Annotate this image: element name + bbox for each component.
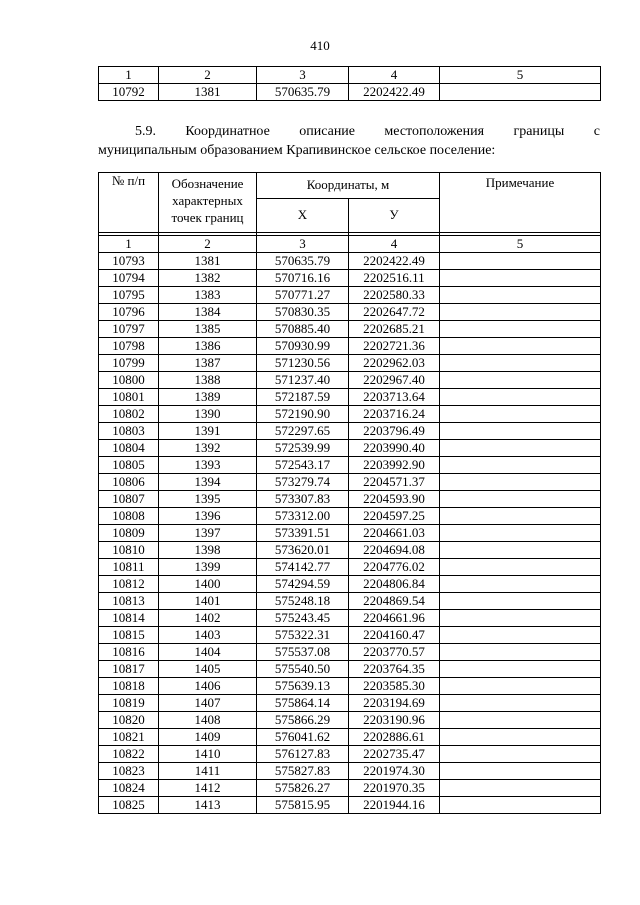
table-row: [99, 712, 601, 729]
point-designation: 1408: [159, 712, 257, 729]
coord-x: 575540.50: [257, 661, 349, 678]
coord-x: 576041.62: [257, 729, 349, 746]
coord-y: 2202422.49: [349, 84, 440, 101]
point-designation: 1389: [159, 389, 257, 406]
table-row: [99, 440, 601, 457]
row-number: 10805: [99, 457, 159, 474]
section-heading-line2: муниципальным образованием Крапивинское сельское поселение:: [98, 143, 496, 158]
table-row: [99, 627, 601, 644]
coord-y: 2202516.11: [349, 270, 440, 287]
coord-y: 2203992.90: [349, 457, 440, 474]
coord-x: 573391.51: [257, 525, 349, 542]
header-coordinates: Координаты, м: [257, 173, 440, 199]
coord-y: 2203770.57: [349, 644, 440, 661]
coord-x: 575815.95: [257, 797, 349, 814]
coord-y: 2202647.72: [349, 304, 440, 321]
coord-y: 2203716.24: [349, 406, 440, 423]
table-row: [99, 253, 601, 270]
column-number: 1: [99, 236, 159, 253]
coord-x: 571237.40: [257, 372, 349, 389]
note-cell: [440, 355, 601, 372]
row-number: 10793: [99, 253, 159, 270]
coord-x: 575864.14: [257, 695, 349, 712]
table-row: [99, 423, 601, 440]
row-number: 10815: [99, 627, 159, 644]
point-designation: 1381: [159, 84, 257, 101]
coord-y: 2204806.84: [349, 576, 440, 593]
header-designation: Обозначение характерных точек границ: [159, 173, 257, 233]
coord-x: 572543.17: [257, 457, 349, 474]
coord-x: 573307.83: [257, 491, 349, 508]
note-cell: [440, 253, 601, 270]
header-x: X: [257, 198, 349, 232]
table-row: [99, 763, 601, 780]
header-note: Примечание: [440, 173, 601, 233]
table-row: [99, 644, 601, 661]
note-cell: [440, 270, 601, 287]
note-cell: [440, 525, 601, 542]
point-designation: 1401: [159, 593, 257, 610]
coord-x: 576127.83: [257, 746, 349, 763]
coord-x: 570830.35: [257, 304, 349, 321]
table-row: [99, 610, 601, 627]
coord-x: 575243.45: [257, 610, 349, 627]
note-cell: [440, 389, 601, 406]
note-cell: [440, 338, 601, 355]
column-number: 2: [159, 236, 257, 253]
coord-y: 2201970.35: [349, 780, 440, 797]
coord-x: 572297.65: [257, 423, 349, 440]
row-number: 10824: [99, 780, 159, 797]
coord-y: 2204597.25: [349, 508, 440, 525]
coord-y: 2201944.16: [349, 797, 440, 814]
table-row: [99, 406, 601, 423]
row-number: 10796: [99, 304, 159, 321]
row-number: 10804: [99, 440, 159, 457]
column-number: 1: [99, 67, 159, 84]
note-cell: [440, 508, 601, 525]
coord-x: 575826.27: [257, 780, 349, 797]
note-cell: [440, 321, 601, 338]
section-number: 5.9.: [135, 124, 156, 139]
coord-y: 2204869.54: [349, 593, 440, 610]
row-number: 10798: [99, 338, 159, 355]
table-body: [99, 233, 601, 814]
table-row: [99, 372, 601, 389]
point-designation: 1395: [159, 491, 257, 508]
point-designation: 1381: [159, 253, 257, 270]
column-number: 4: [349, 67, 440, 84]
coord-y: 2202886.61: [349, 729, 440, 746]
row-number: 10808: [99, 508, 159, 525]
row-number: 10817: [99, 661, 159, 678]
coord-y: 2202735.47: [349, 746, 440, 763]
row-number: 10811: [99, 559, 159, 576]
point-designation: 1402: [159, 610, 257, 627]
coord-y: 2201974.30: [349, 763, 440, 780]
header-row-number: № п/п: [99, 173, 159, 233]
row-number: 10818: [99, 678, 159, 695]
coord-x: 573620.01: [257, 542, 349, 559]
coord-y: 2202721.36: [349, 338, 440, 355]
coord-x: 575639.13: [257, 678, 349, 695]
row-number: 10820: [99, 712, 159, 729]
note-cell: [440, 287, 601, 304]
point-designation: 1398: [159, 542, 257, 559]
table-row: [99, 729, 601, 746]
table-row: [99, 780, 601, 797]
row-number: 10799: [99, 355, 159, 372]
coord-x: 574142.77: [257, 559, 349, 576]
point-designation: 1399: [159, 559, 257, 576]
row-number: 10810: [99, 542, 159, 559]
column-number: 5: [440, 236, 601, 253]
point-designation: 1411: [159, 763, 257, 780]
row-number: 10823: [99, 763, 159, 780]
coord-y: 2203796.49: [349, 423, 440, 440]
note-cell: [440, 593, 601, 610]
note-cell: [440, 559, 601, 576]
top-coordinates-table: [98, 66, 601, 101]
section-word: Координатное: [185, 124, 270, 139]
note-cell: [440, 457, 601, 474]
coord-x: 575248.18: [257, 593, 349, 610]
note-cell: [440, 84, 601, 101]
row-number: 10822: [99, 746, 159, 763]
table-row: [99, 389, 601, 406]
point-designation: 1396: [159, 508, 257, 525]
point-designation: 1397: [159, 525, 257, 542]
note-cell: [440, 729, 601, 746]
coord-y: 2203990.40: [349, 440, 440, 457]
note-cell: [440, 423, 601, 440]
row-number: 10812: [99, 576, 159, 593]
row-number: 10816: [99, 644, 159, 661]
table-row: [99, 661, 601, 678]
coord-x: 572190.90: [257, 406, 349, 423]
row-number: 10809: [99, 525, 159, 542]
table-header: [99, 173, 601, 199]
coord-x: 570716.16: [257, 270, 349, 287]
section-heading: [98, 122, 600, 160]
coord-y: 2204160.47: [349, 627, 440, 644]
section-word: границы: [513, 124, 565, 139]
coord-x: 570885.40: [257, 321, 349, 338]
top-table-column-numbers: [99, 67, 601, 84]
table-row: [99, 304, 601, 321]
row-number: 10794: [99, 270, 159, 287]
point-designation: 1391: [159, 423, 257, 440]
section-word: описание: [299, 124, 356, 139]
table-row: [99, 270, 601, 287]
note-cell: [440, 712, 601, 729]
coord-x: 575322.31: [257, 627, 349, 644]
coord-y: 2203194.69: [349, 695, 440, 712]
note-cell: [440, 406, 601, 423]
row-number: 10821: [99, 729, 159, 746]
table-row: [99, 542, 601, 559]
coord-y: 2203764.35: [349, 661, 440, 678]
row-number: 10801: [99, 389, 159, 406]
table-row: [99, 559, 601, 576]
point-designation: 1412: [159, 780, 257, 797]
row-number: 10800: [99, 372, 159, 389]
coord-x: 575866.29: [257, 712, 349, 729]
table-row: [99, 491, 601, 508]
coord-y: 2203713.64: [349, 389, 440, 406]
table-row: [99, 695, 601, 712]
coord-y: 2204661.03: [349, 525, 440, 542]
table-row: [99, 576, 601, 593]
point-designation: 1390: [159, 406, 257, 423]
row-number: 10803: [99, 423, 159, 440]
table-row: [99, 746, 601, 763]
coord-y: 2202962.03: [349, 355, 440, 372]
point-designation: 1394: [159, 474, 257, 491]
point-designation: 1382: [159, 270, 257, 287]
note-cell: [440, 542, 601, 559]
point-designation: 1393: [159, 457, 257, 474]
coord-y: 2202685.21: [349, 321, 440, 338]
coord-y: 2202580.33: [349, 287, 440, 304]
point-designation: 1403: [159, 627, 257, 644]
point-designation: 1392: [159, 440, 257, 457]
row-number: 10819: [99, 695, 159, 712]
column-number: 2: [159, 67, 257, 84]
column-number: 4: [349, 236, 440, 253]
note-cell: [440, 491, 601, 508]
row-number: 10795: [99, 287, 159, 304]
coord-y: 2204776.02: [349, 559, 440, 576]
coord-x: 570771.27: [257, 287, 349, 304]
note-cell: [440, 678, 601, 695]
coord-y: 2202422.49: [349, 253, 440, 270]
point-designation: 1405: [159, 661, 257, 678]
note-cell: [440, 372, 601, 389]
note-cell: [440, 576, 601, 593]
point-designation: 1388: [159, 372, 257, 389]
note-cell: [440, 661, 601, 678]
coord-x: 574294.59: [257, 576, 349, 593]
section-word: местоположения: [384, 124, 485, 139]
note-cell: [440, 746, 601, 763]
coord-x: 570635.79: [257, 84, 349, 101]
coord-y: 2202967.40: [349, 372, 440, 389]
row-number: 10792: [99, 84, 159, 101]
row-number: 10814: [99, 610, 159, 627]
coord-y: 2204593.90: [349, 491, 440, 508]
coord-x: 573312.00: [257, 508, 349, 525]
table-row: [99, 355, 601, 372]
section-heading-line1: [98, 122, 600, 141]
note-cell: [440, 763, 601, 780]
point-designation: 1409: [159, 729, 257, 746]
table-row: [99, 797, 601, 814]
coord-y: 2203190.96: [349, 712, 440, 729]
point-designation: 1406: [159, 678, 257, 695]
table-row: [99, 338, 601, 355]
point-designation: 1387: [159, 355, 257, 372]
point-designation: 1413: [159, 797, 257, 814]
point-designation: 1383: [159, 287, 257, 304]
coord-x: 572187.59: [257, 389, 349, 406]
point-designation: 1400: [159, 576, 257, 593]
table-row: [99, 84, 601, 101]
coord-y: 2204661.96: [349, 610, 440, 627]
table-row: [99, 287, 601, 304]
coord-y: 2204571.37: [349, 474, 440, 491]
note-cell: [440, 474, 601, 491]
note-cell: [440, 797, 601, 814]
table-row: [99, 457, 601, 474]
row-number: 10825: [99, 797, 159, 814]
coord-x: 570930.99: [257, 338, 349, 355]
table-row: [99, 508, 601, 525]
point-designation: 1385: [159, 321, 257, 338]
column-number: 3: [257, 236, 349, 253]
point-designation: 1404: [159, 644, 257, 661]
coord-y: 2203585.30: [349, 678, 440, 695]
coord-x: 575537.08: [257, 644, 349, 661]
coord-x: 570635.79: [257, 253, 349, 270]
coord-x: 572539.99: [257, 440, 349, 457]
note-cell: [440, 610, 601, 627]
coord-y: 2204694.08: [349, 542, 440, 559]
point-designation: 1384: [159, 304, 257, 321]
point-designation: 1407: [159, 695, 257, 712]
table-row: [99, 474, 601, 491]
note-cell: [440, 644, 601, 661]
section-word: с: [593, 124, 600, 139]
coord-x: 573279.74: [257, 474, 349, 491]
coord-x: 575827.83: [257, 763, 349, 780]
table-row: [99, 525, 601, 542]
row-number: 10797: [99, 321, 159, 338]
point-designation: 1410: [159, 746, 257, 763]
row-number: 10802: [99, 406, 159, 423]
row-number: 10813: [99, 593, 159, 610]
column-numbers: [99, 236, 601, 253]
table-row: [99, 321, 601, 338]
page-number: 410: [310, 38, 330, 53]
row-number: 10807: [99, 491, 159, 508]
note-cell: [440, 440, 601, 457]
note-cell: [440, 695, 601, 712]
note-cell: [440, 627, 601, 644]
point-designation: 1386: [159, 338, 257, 355]
boundary-coordinates-table: [98, 172, 601, 814]
note-cell: [440, 780, 601, 797]
table-row: [99, 678, 601, 695]
note-cell: [440, 304, 601, 321]
coord-x: 571230.56: [257, 355, 349, 372]
row-number: 10806: [99, 474, 159, 491]
column-number: 3: [257, 67, 349, 84]
header-y: У: [349, 198, 440, 232]
table-row: [99, 593, 601, 610]
column-number: 5: [440, 67, 601, 84]
